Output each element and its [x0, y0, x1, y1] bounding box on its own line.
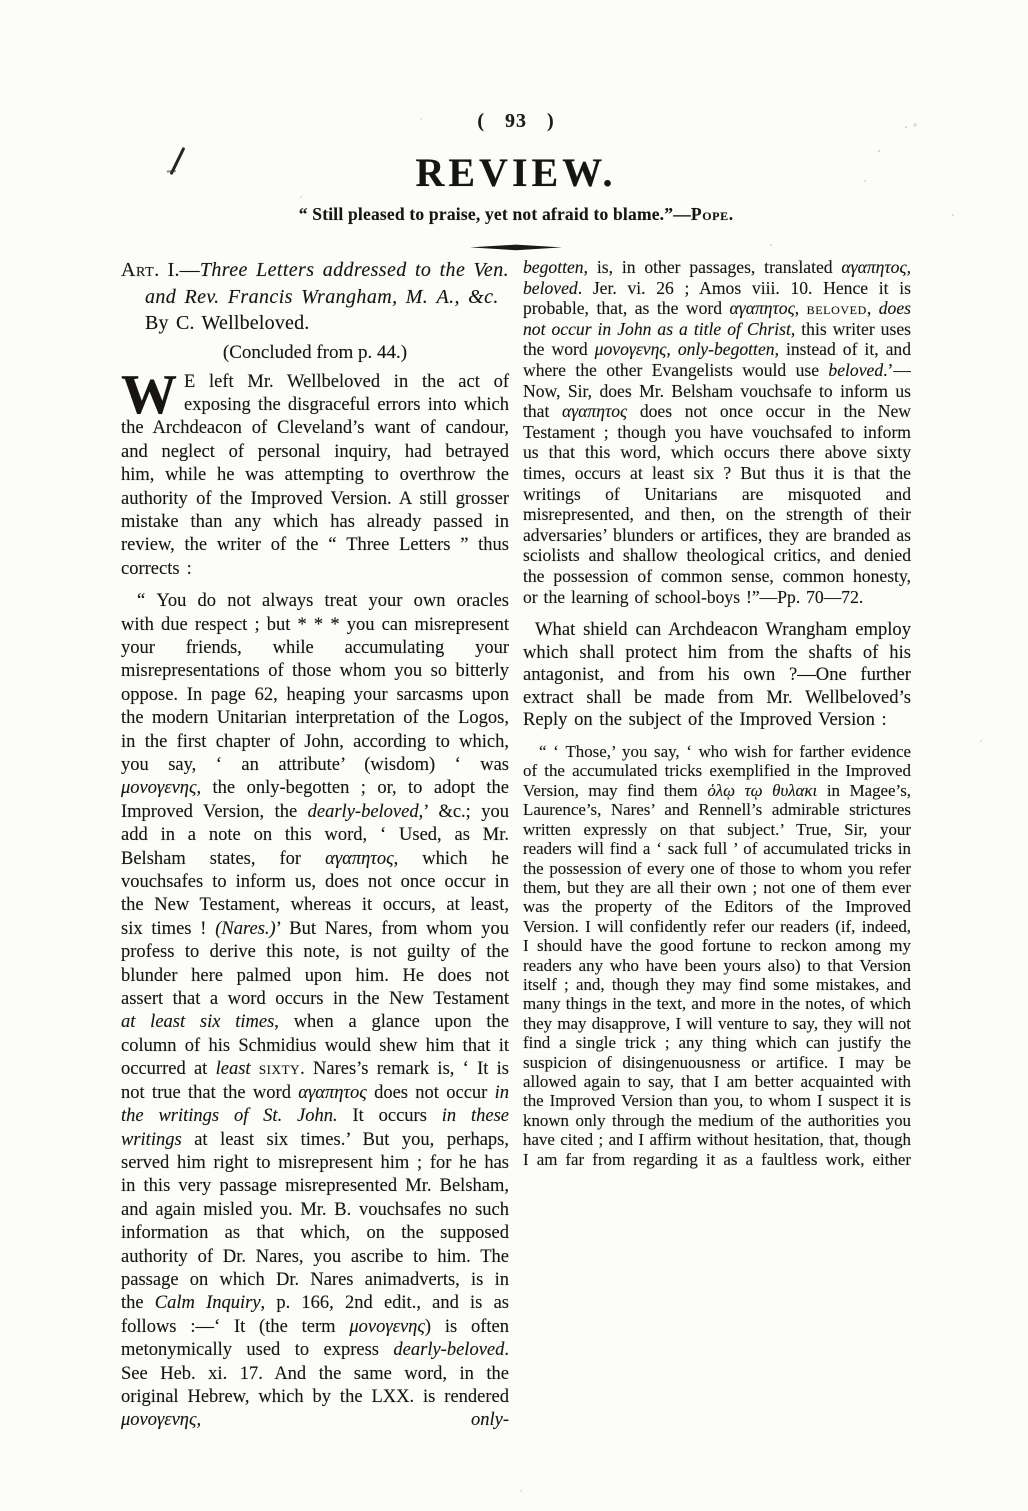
opening-paragraph [121, 363, 509, 582]
commentary-paragraph: What shield can Archdeacon Wrangham employ which shall protect him from the shafts of his antagonist, and from his own ?—One further extract shall be made from Mr. Wellbeloved’s Reply on the subject of the Improved Version : [523, 619, 911, 731]
quoted-extract-paragraph: “ You do not always treat your own oracles with due respect ; but * * * you can misrepresent your friends, while accumulating your misrepresentations of those whom you so bitterly oppose. In page 62, heaping your sarcasms upon the modern Unitarian interpretation of the Logos, in the first chapter of John, according to which, you say, ‘ an attribute’ (wisdom) ‘ was μονογενης, the only-begotten ; or, to adopt the Improved Version, the dearly-beloved,’ &c.; you add in a note on this word, ‘ Used, as Mr. Belsham states, for αγαπητος, which he vouchsafes to inform us, does not once occur in the New Testament, whereas it occurs, at least, six times ! (Nares.)’ But Nares, from whom you profess to derive this note, is not guilty of the blunder here palmed upon him. He does not assert that a word occurs in the New Testament at least six times, when a glance upon the column of his Schmidius would shew him that it occurred at least sixty. Nares’s remark is, ‘ It is not true that the word αγαπητος does not occur in the writings of St. John. It occurs in these writings at least six times.’ But you, perhaps, served him right to misrepresent him ; for he has in this very passage misrepresented Mr. Belsham, and again misled you. Mr. B. vouchsafes no such information as that which, on the supposed authority of Dr. Nares, you ascribe to him. The passage on which Dr. Nares animadverts, is in the Calm Inquiry, p. 166, 2nd edit., and is as follows :—‘ It (the term μονογενης) is often metonymically used to express dearly-beloved. See Heb. xi. 17. And the same word, in the original Hebrew, which by the LXX. is rendered μονογενης, only- [121, 591, 510, 1431]
page-title: REVIEW. [415, 150, 617, 195]
concluded-note: (Concluded from p. 44.) [222, 341, 408, 363]
swelled-rule-icon [470, 244, 562, 251]
article-heading: Art. I.—Three Letters addressed to the Ven. and Rev. Francis Wrangham, M. A., &c. By C. Wellbeloved. [121, 259, 510, 334]
left-column [121, 257, 509, 1472]
section-divider [121, 238, 911, 246]
reply-extract-paragraph: “ ‘ Those,’ you say, ‘ who wish for farther evidence of the accumulated tricks exemplified in the Improved Version, may find them ὁλῳ τῳ θυλακι in Magee’s, Laurence’s, Nares’ and Rennell’s admirable strictures written expressly on that subject.’ True, Sir, your readers will find a ‘ sack full ’ of accumulated tricks in the possession of every one of those to whom you refer them, but they are all their own ; not one of them ever was the property of the Editors of the Improved Version. I will confidently refer our readers (if, indeed, I should have the good fortune to reckon among my readers any who have been yours also) to that Version itself ; and, though they may find some mistakes, and many things in the text, and more in the notes, of which they may disapprove, I will venture to say, they will not find a single trick ; any thing which can justify the suspicion of disingenuousness or artifice. I may be allowed again to say, that I am better acquainted with the Improved Version than you, to whom I suspect it is known only through the medium of the authorities you have cited ; and I affirm without hesitation, that, though I am far from regarding it as a faultless work, either [523, 742, 911, 1169]
drop-cap-initial: W [121, 363, 177, 426]
two-column-text [121, 257, 911, 1472]
continuation-paragraph: begotten, is, in other passages, translated αγαπητος, beloved. Jer. vi. 26 ; Amos viii. 10. Hence it is probable, that, as the word αγαπητος, beloved, does not occur in John as a title of Christ, this writer uses the word μονογενης, only-begotten, instead of it, and where the other Evangelists would use beloved.’— Now, Sir, does Mr. Belsham vouchsafe to inform us that αγαπητος does not once occur in the New Testament ; though you have vouchsafed to inform us that this word, which occurs there above sixty times, occurs at least six ? But thus it is that the writings of Unitarians are misquoted and misrepresented, and then, on the strength of their adversaries’ blunders or artifices, they are branded as sciolists and shallow theological critics, and denied the possession of common sense, common honesty, or the learning of school-boys !”—Pp. 70—72. [523, 257, 911, 607]
epigraph: “ Still pleased to praise, yet not afraid to blame.”—Pope. [298, 204, 734, 224]
right-column [523, 257, 911, 1472]
opening-paragraph-text: E left Mr. Wellbeloved in the act of exposing the disgraceful errors into which the Archdeacon of Cleveland’s want of candour, and neglect of personal inquiry, had betrayed him, while he was attempting to overthrow the authority of the Improved Version. A still grosser mistake than any which has already passed in review, the writer of the “ Three Letters ” thus corrects : [121, 371, 509, 579]
page-content [121, 110, 911, 1472]
page-number: ( 93 ) [477, 110, 555, 132]
